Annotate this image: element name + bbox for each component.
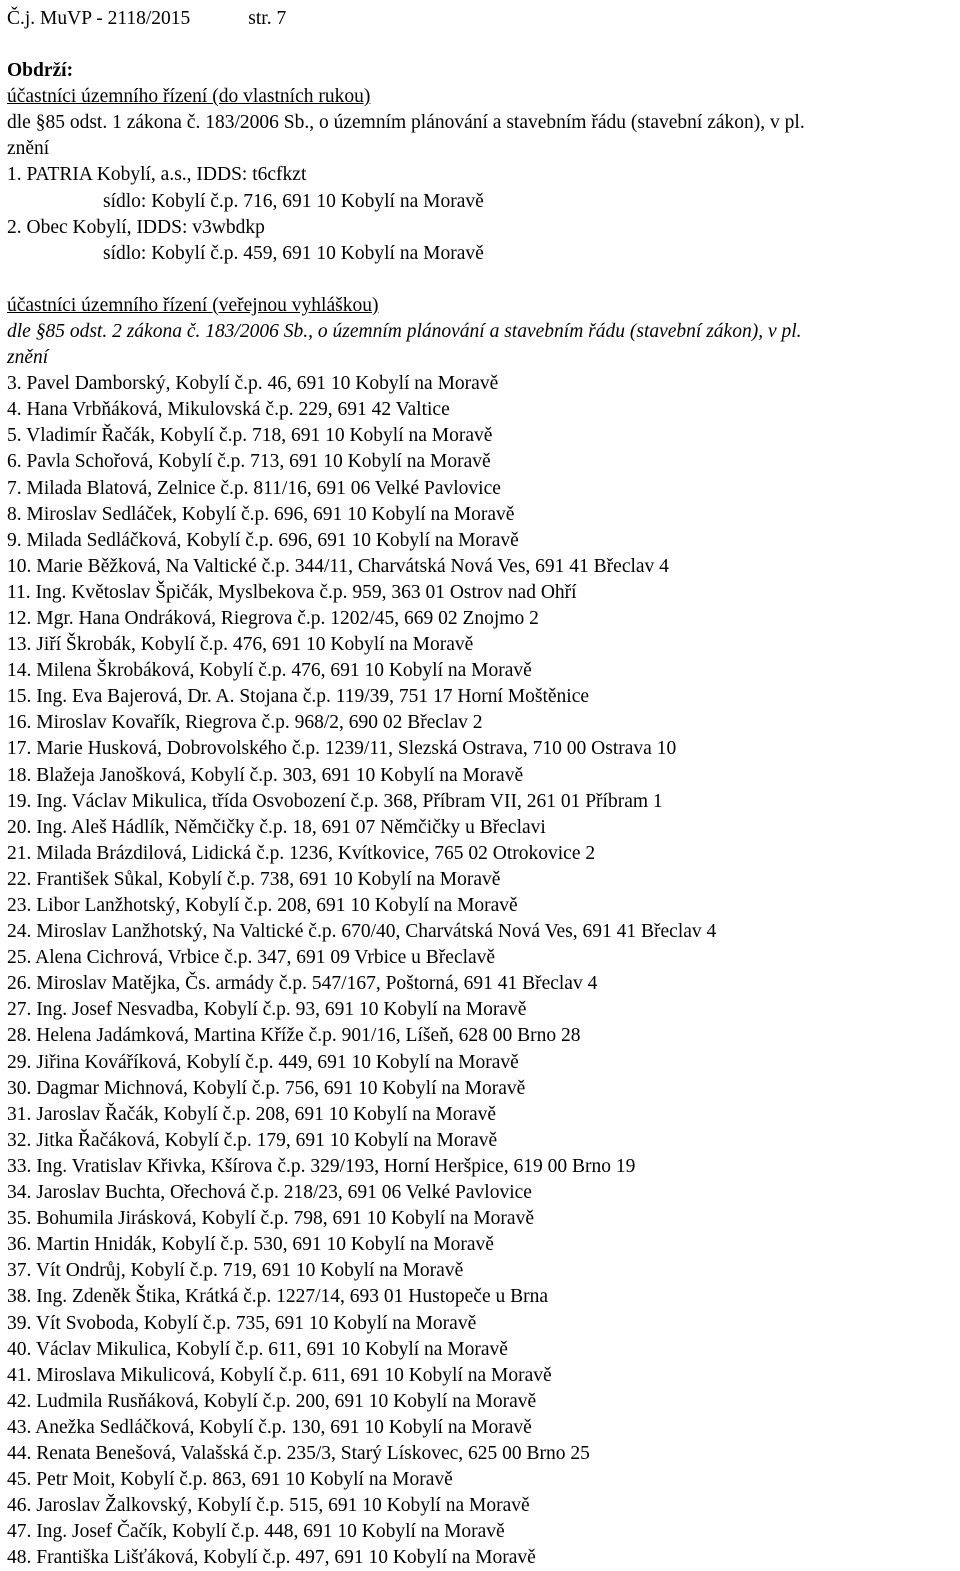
list-item: 21. Milada Brázdilová, Lidická č.p. 1236, Kvítkovice, 765 02 Otrokovice 2	[7, 842, 596, 864]
list-item: 28. Helena Jadámková, Martina Kříže č.p. 901/16, Líšeň, 628 00 Brno 28	[7, 1025, 581, 1047]
list-item: 27. Ing. Josef Nesvadba, Kobylí č.p. 93, 691 10 Kobylí na Moravě	[7, 999, 527, 1021]
list-item: 37. Vít Ondrůj, Kobylí č.p. 719, 691 10 Kobylí na Moravě	[7, 1260, 464, 1282]
list-item: 14. Milena Škrobáková, Kobylí č.p. 476, 691 10 Kobylí na Moravě	[7, 660, 532, 682]
group1-law-line-cont: znění	[7, 138, 50, 160]
list-item: 38. Ing. Zdeněk Štika, Krátká č.p. 1227/14, 693 01 Hustopeče u Brna	[7, 1286, 549, 1308]
list-item: 15. Ing. Eva Bajerová, Dr. A. Stojana č.p. 119/39, 751 17 Horní Moštěnice	[7, 686, 590, 708]
list-item: 32. Jitka Řačáková, Kobylí č.p. 179, 691 10 Kobylí na Moravě	[7, 1129, 498, 1151]
list-item: 7. Milada Blatová, Zelnice č.p. 811/16, 691 06 Velké Pavlovice	[7, 477, 501, 499]
list-item: 20. Ing. Aleš Hádlík, Němčičky č.p. 18, 691 07 Němčičky u Břeclavi	[7, 816, 546, 838]
list-item: 23. Libor Lanžhotský, Kobylí č.p. 208, 691 10 Kobylí na Moravě	[7, 895, 518, 916]
list-item: 31. Jaroslav Řačák, Kobylí č.p. 208, 691 10 Kobylí na Moravě	[7, 1103, 497, 1125]
list-item: 17. Marie Husková, Dobrovolského č.p. 1239/11, Slezská Ostrava, 710 00 Ostrava 10	[7, 738, 677, 760]
list-item: 4. Hana Vrbňáková, Mikulovská č.p. 229, 691 42 Valtice	[7, 399, 450, 421]
list-item: 3. Pavel Damborský, Kobylí č.p. 46, 691 10 Kobylí na Moravě	[7, 373, 499, 395]
list-item: 19. Ing. Václav Mikulica, třída Osvobození č.p. 368, Příbram VII, 261 01 Příbram 1	[7, 790, 663, 812]
spacer	[7, 32, 960, 58]
list-item: 12. Mgr. Hana Ondráková, Riegrova č.p. 1202/45, 669 02 Znojmo 2	[7, 607, 539, 629]
group2-heading: účastníci územního řízení (veřejnou vyhláškou)	[7, 294, 379, 316]
list-item: 36. Martin Hnidák, Kobylí č.p. 530, 691 10 Kobylí na Moravě	[7, 1234, 494, 1256]
group1-heading: účastníci územního řízení (do vlastních rukou)	[7, 86, 371, 108]
list-item: 2. Obec Kobylí, IDDS: v3wbdkp	[7, 216, 265, 238]
list-item: 6. Pavla Schořová, Kobylí č.p. 713, 691 10 Kobylí na Moravě	[7, 451, 491, 473]
list-item: 26. Miroslav Matějka, Čs. armády č.p. 547/167, Poštorná, 691 41 Břeclav 4	[7, 973, 598, 995]
list-item: 44. Renata Benešová, Valašská č.p. 235/3, Starý Lískovec, 625 00 Brno 25	[7, 1442, 590, 1464]
list-item: 34. Jaroslav Buchta, Ořechová č.p. 218/23, 691 06 Velké Pavlovice	[7, 1182, 532, 1204]
list-item: 30. Dagmar Michnová, Kobylí č.p. 756, 691 10 Kobylí na Moravě	[7, 1077, 526, 1099]
list-item-seat: sídlo: Kobylí č.p. 716, 691 10 Kobylí na Moravě	[103, 190, 484, 212]
list-item: 45. Petr Moit, Kobylí č.p. 863, 691 10 Kobylí na Moravě	[7, 1469, 453, 1491]
list-item: 29. Jiřina Kováříková, Kobylí č.p. 449, 691 10 Kobylí na Moravě	[7, 1051, 519, 1073]
list-item: 5. Vladimír Řačák, Kobylí č.p. 718, 691 10 Kobylí na Moravě	[7, 425, 493, 447]
list-item: 39. Vít Svoboda, Kobylí č.p. 735, 691 10 Kobylí na Moravě	[7, 1312, 477, 1334]
spacer	[7, 267, 960, 293]
list-item: 11. Ing. Květoslav Špičák, Myslbekova č.p. 959, 363 01 Ostrov nad Ohří	[7, 581, 577, 603]
list-item: 47. Ing. Josef Čačík, Kobylí č.p. 448, 691 10 Kobylí na Moravě	[7, 1521, 505, 1543]
list-item: 41. Miroslava Mikulicová, Kobylí č.p. 611, 691 10 Kobylí na Moravě	[7, 1364, 552, 1386]
list-item: 24. Miroslav Lanžhotský, Na Valtické č.p. 670/40, Charvátská Nová Ves, 691 41 Břeclav 4	[7, 921, 717, 943]
list-item: 42. Ludmila Rusňáková, Kobylí č.p. 200, 691 10 Kobylí na Moravě	[7, 1390, 537, 1412]
list-item: 48. Františka Lišťáková, Kobylí č.p. 497, 691 10 Kobylí na Moravě	[7, 1547, 536, 1569]
list-item: 10. Marie Běžková, Na Valtické č.p. 344/11, Charvátská Nová Ves, 691 41 Břeclav 4	[7, 555, 669, 577]
list-item: 43. Anežka Sedláčková, Kobylí č.p. 130, 691 10 Kobylí na Moravě	[7, 1416, 532, 1438]
group2-law-line: dle §85 odst. 2 zákona č. 183/2006 Sb., o územním plánování a stavebním řádu (stavební zákon), v pl.	[7, 320, 802, 342]
group2-list	[7, 371, 960, 1571]
list-item: 16. Miroslav Kovařík, Riegrova č.p. 968/2, 690 02 Břeclav 2	[7, 712, 483, 734]
list-item: 40. Václav Mikulica, Kobylí č.p. 611, 691 10 Kobylí na Moravě	[7, 1338, 508, 1360]
list-item: 25. Alena Cichrová, Vrbice č.p. 347, 691 09 Vrbice u Břeclavě	[7, 947, 496, 969]
list-item: 33. Ing. Vratislav Křivka, Kšírova č.p. 329/193, Horní Heršpice, 619 00 Brno 19	[7, 1155, 636, 1177]
list-item: 46. Jaroslav Žalkovský, Kobylí č.p. 515, 691 10 Kobylí na Moravě	[7, 1495, 530, 1517]
list-item: 1. PATRIA Kobylí, a.s., IDDS: t6cfkzt	[7, 164, 307, 186]
group2-law-line-cont: znění	[7, 347, 49, 369]
page-number: str. 7	[248, 8, 287, 29]
list-item: 13. Jiří Škrobák, Kobylí č.p. 476, 691 10 Kobylí na Moravě	[7, 634, 474, 656]
list-item: 18. Blažeja Janošková, Kobylí č.p. 303, 691 10 Kobylí na Moravě	[7, 764, 524, 786]
page-header	[7, 6, 960, 32]
recipients-title: Obdrží:	[7, 60, 74, 82]
list-item: 8. Miroslav Sedláček, Kobylí č.p. 696, 691 10 Kobylí na Moravě	[7, 503, 515, 525]
list-item: 22. František Sůkal, Kobylí č.p. 738, 691 10 Kobylí na Moravě	[7, 868, 501, 890]
list-item: 9. Milada Sedláčková, Kobylí č.p. 696, 691 10 Kobylí na Moravě	[7, 529, 519, 551]
list-item: 35. Bohumila Jirásková, Kobylí č.p. 798, 691 10 Kobylí na Moravě	[7, 1208, 534, 1230]
group1-law-line: dle §85 odst. 1 zákona č. 183/2006 Sb., o územním plánování a stavebním řádu (stavební zákon), v pl.	[7, 112, 805, 134]
reference-number: Č.j. MuVP - 2118/2015	[7, 8, 191, 29]
list-item-seat: sídlo: Kobylí č.p. 459, 691 10 Kobylí na Moravě	[103, 242, 484, 264]
